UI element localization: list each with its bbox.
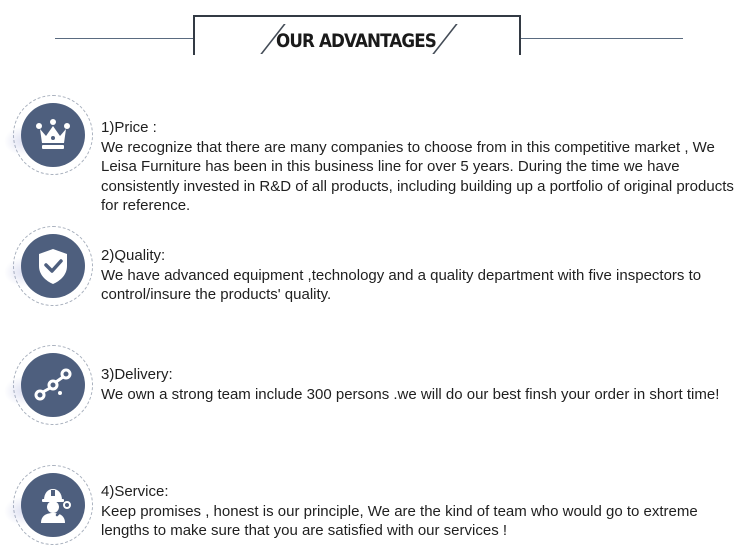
quality-text — [101, 246, 746, 305]
shield-check-icon — [33, 246, 73, 286]
price-badge — [13, 95, 93, 175]
delivery-body: We own a strong team include 300 persons .we will do our best finsh your order in short time! — [101, 385, 720, 403]
delivery-text — [101, 365, 746, 404]
service-heading: 4)Service: — [101, 483, 169, 500]
route-icon — [33, 365, 73, 405]
price-text — [101, 118, 746, 216]
quality-heading: 2)Quality: — [101, 247, 166, 264]
section-header — [0, 0, 750, 70]
section-title: OUR ADVANTAGES — [270, 24, 442, 58]
price-heading: 1)Price : — [101, 119, 157, 136]
service-badge — [13, 465, 93, 545]
quality-badge — [13, 226, 93, 306]
delivery-heading: 3)Delivery: — [101, 366, 173, 383]
price-body: We recognize that there are many companies to choose from in this competitive market , We Leisa Furniture has been in this business line for over 5 years. During the time we have consistently invested in R&D of all products, including building up a portfolio of original products for reference. — [101, 138, 734, 214]
service-body: Keep promises , honest is our principle, We are the kind of team who would go to extreme lengths to make sure that you are satisfied with our services ! — [101, 502, 698, 539]
crown-icon — [33, 115, 73, 155]
delivery-badge — [13, 345, 93, 425]
worker-wrench-icon — [33, 485, 73, 525]
quality-body: We have advanced equipment ,technology and a quality department with five inspectors to control/insure the products' quality. — [101, 266, 702, 303]
service-text — [101, 482, 746, 541]
